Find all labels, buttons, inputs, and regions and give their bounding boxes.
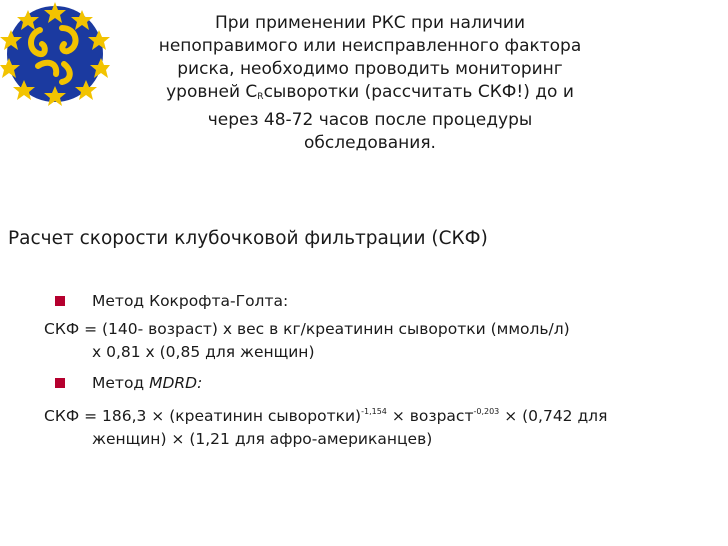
- header-text: [130, 12, 610, 155]
- header-line-1: При применении РКС при наличии: [215, 13, 525, 33]
- formula-2-part-3: × (0,742 для: [499, 407, 608, 425]
- formula-1-line-2: х 0,81 х (0,85 для женщин): [92, 343, 315, 361]
- formula-list: [44, 290, 704, 459]
- formula-1-line-1: СКФ = (140- возраст) х вес в кг/креатинин сыворотки (ммоль/л): [44, 320, 570, 338]
- square-bullet-icon: [55, 296, 65, 306]
- header-line-4-subscript: R: [257, 92, 264, 102]
- formula-2-part-2: × возраст: [386, 407, 474, 425]
- method-1-item: [44, 290, 704, 313]
- formula-2-line-1: [44, 400, 704, 428]
- section-heading: Расчет скорости клубочковой фильтрации (СКФ): [8, 228, 488, 249]
- method-2-item: [44, 372, 704, 395]
- method-2-label: Метод: [92, 374, 150, 392]
- header-line-3: риска, необходимо проводить мониторинг: [177, 59, 563, 79]
- formula-2-line-2: женщин) × (1,21 для афро-американцев): [92, 430, 433, 448]
- header-line-6: обследования.: [304, 133, 436, 153]
- header-line-2: непоправимого или неисправленного фактора: [158, 36, 582, 56]
- formula-2-part-1: СКФ = 186,3 × (креатинин сыворотки): [44, 407, 362, 425]
- header-line-5: через 48-72 часов после процедуры: [207, 110, 533, 130]
- square-bullet-icon: [55, 378, 65, 388]
- method-1-suffix: :: [282, 292, 289, 310]
- method-2-label-italic: MDRD:: [149, 374, 203, 392]
- kidney-stars-logo: [0, 0, 110, 108]
- formula-2-exponent-1: -1,154: [361, 407, 387, 416]
- method-1-label: Метод Кокрофта-Голта: [92, 292, 283, 310]
- header-line-4-start: уровней С: [166, 82, 258, 102]
- header-line-4-end: сыворотки (рассчитать СКФ!) до и: [263, 82, 574, 102]
- header-line-4: [130, 81, 610, 109]
- formula-2-exponent-2: -0,203: [473, 407, 500, 416]
